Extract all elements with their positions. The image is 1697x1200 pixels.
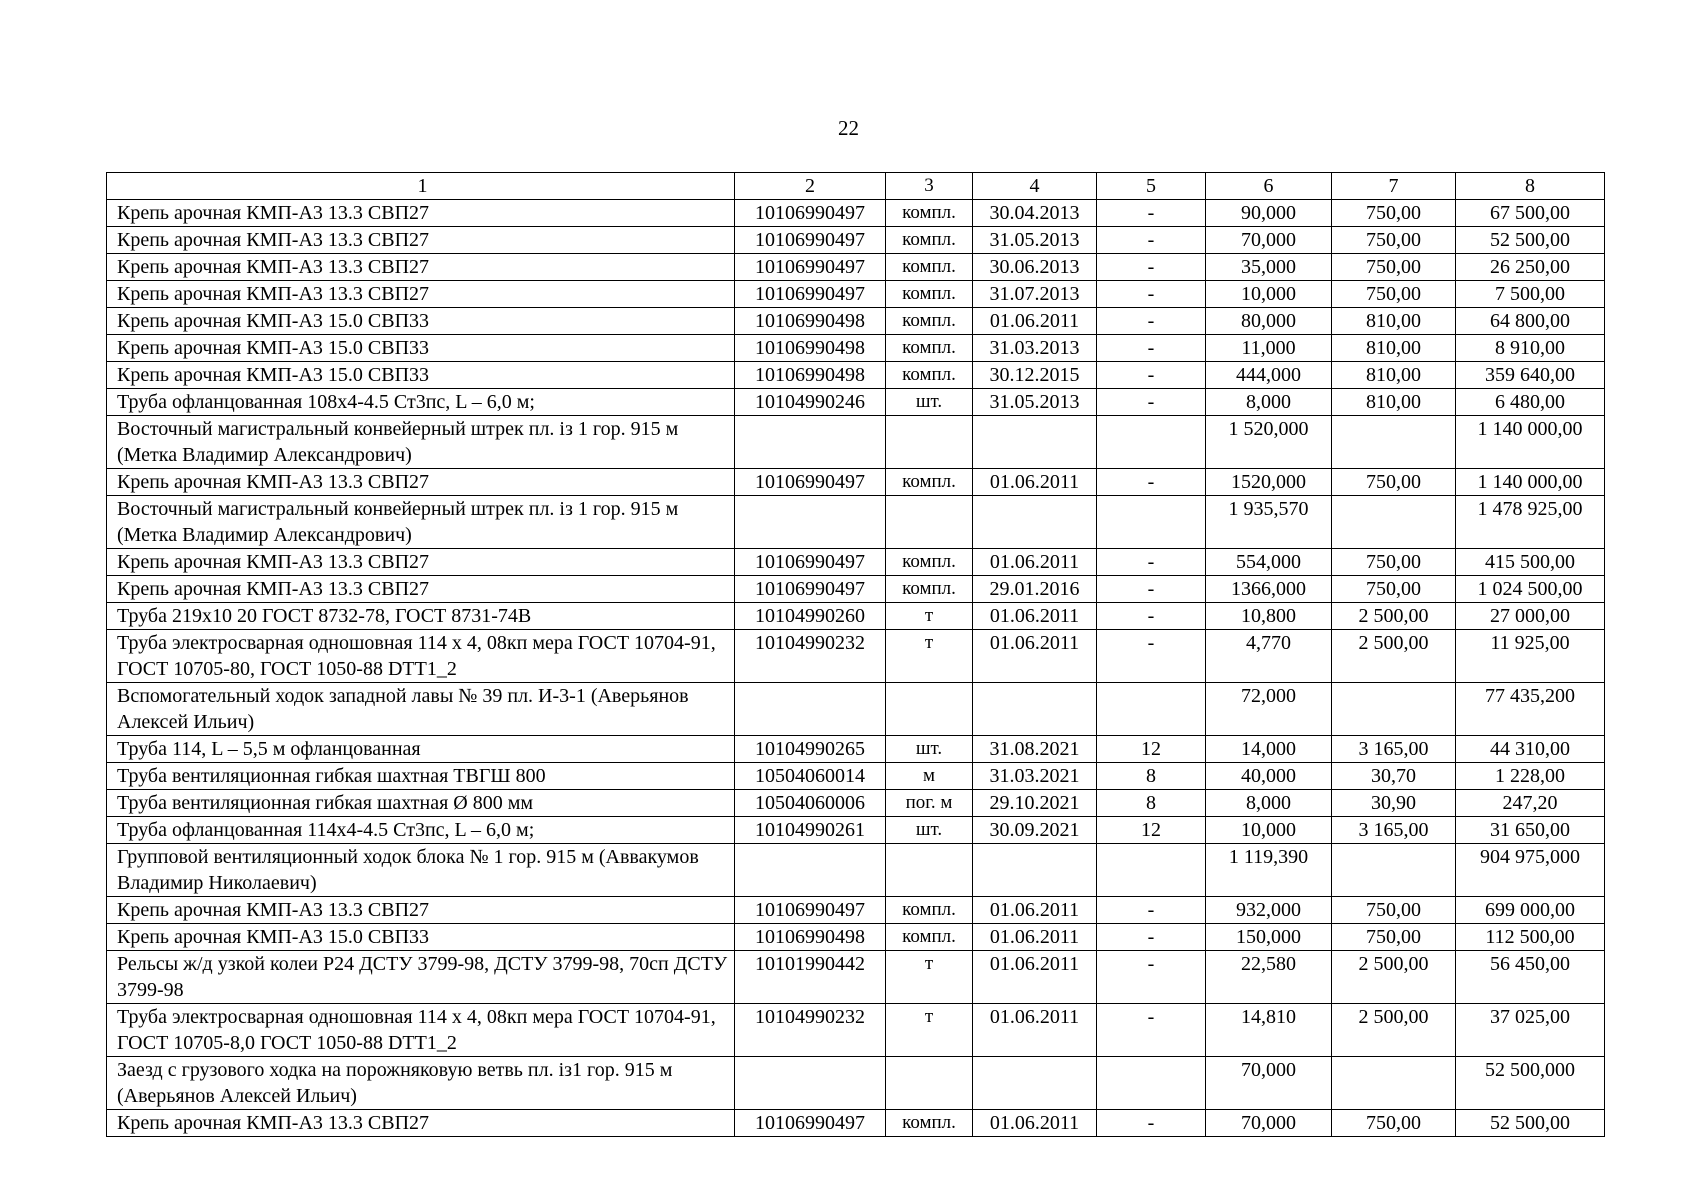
item-code-cell: 10104990232: [735, 630, 886, 683]
quantity-cell: 150,000: [1206, 924, 1332, 951]
term-cell: [1097, 416, 1206, 469]
item-name-cell: Труба электросварная одношовная 114 х 4, 08кп мера ГОСТ 10704-91, ГОСТ 10705-80, ГОСТ 1050-88 DTT1_2: [107, 630, 735, 683]
quantity-cell: 10,000: [1206, 281, 1332, 308]
quantity-cell: 1520,000: [1206, 469, 1332, 496]
unit-cell: компл.: [886, 576, 973, 603]
quantity-cell: 14,810: [1206, 1004, 1332, 1057]
unit-cell: т: [886, 951, 973, 1004]
item-name-cell: Заезд с грузового ходка на порожняковую ветвь пл. із1 гор. 915 м (Аверьянов Алексей Ильич): [107, 1057, 735, 1110]
date-cell: 29.10.2021: [973, 790, 1097, 817]
unit-cell: компл.: [886, 1110, 973, 1137]
date-cell: [973, 683, 1097, 736]
unit-cell: т: [886, 630, 973, 683]
price-cell: [1332, 844, 1456, 897]
amount-cell: 112 500,00: [1456, 924, 1605, 951]
price-cell: 30,70: [1332, 763, 1456, 790]
unit-cell: компл.: [886, 897, 973, 924]
date-cell: 31.03.2013: [973, 335, 1097, 362]
date-cell: [973, 844, 1097, 897]
date-cell: 01.06.2011: [973, 603, 1097, 630]
date-cell: 01.06.2011: [973, 308, 1097, 335]
term-cell: 12: [1097, 736, 1206, 763]
quantity-cell: 1366,000: [1206, 576, 1332, 603]
item-code-cell: 10106990498: [735, 362, 886, 389]
item-name-cell: Крепь арочная КМП-А3 13.3 СВП27: [107, 227, 735, 254]
table-row: [107, 1004, 1605, 1057]
date-cell: 30.06.2013: [973, 254, 1097, 281]
amount-cell: 77 435,200: [1456, 683, 1605, 736]
term-cell: [1097, 1057, 1206, 1110]
date-cell: 31.03.2021: [973, 763, 1097, 790]
item-name-cell: Восточный магистральный конвейерный штрек пл. із 1 гор. 915 м (Метка Владимир Александрович): [107, 416, 735, 469]
term-cell: -: [1097, 308, 1206, 335]
item-code-cell: 10106990498: [735, 924, 886, 951]
quantity-cell: 40,000: [1206, 763, 1332, 790]
amount-cell: 26 250,00: [1456, 254, 1605, 281]
date-cell: 01.06.2011: [973, 1004, 1097, 1057]
item-name-cell: Вспомогательный ходок западной лавы № 39 пл. И-3-1 (Аверьянов Алексей Ильич): [107, 683, 735, 736]
price-cell: 750,00: [1332, 227, 1456, 254]
price-cell: 810,00: [1332, 362, 1456, 389]
price-cell: 30,90: [1332, 790, 1456, 817]
amount-cell: 1 478 925,00: [1456, 496, 1605, 549]
term-cell: 8: [1097, 790, 1206, 817]
term-cell: -: [1097, 1110, 1206, 1137]
header-cell-5: 5: [1097, 173, 1206, 200]
item-code-cell: 10104990261: [735, 817, 886, 844]
amount-cell: 67 500,00: [1456, 200, 1605, 227]
table-row: [107, 308, 1605, 335]
item-code-cell: 10504060006: [735, 790, 886, 817]
item-code-cell: 10106990497: [735, 254, 886, 281]
unit-cell: шт.: [886, 817, 973, 844]
price-cell: 750,00: [1332, 1110, 1456, 1137]
amount-cell: 247,20: [1456, 790, 1605, 817]
header-cell-6: 6: [1206, 173, 1332, 200]
quantity-cell: 1 119,390: [1206, 844, 1332, 897]
unit-cell: [886, 496, 973, 549]
item-name-cell: Крепь арочная КМП-А3 13.3 СВП27: [107, 200, 735, 227]
amount-cell: 44 310,00: [1456, 736, 1605, 763]
quantity-cell: 10,000: [1206, 817, 1332, 844]
unit-cell: компл.: [886, 200, 973, 227]
quantity-cell: 14,000: [1206, 736, 1332, 763]
item-code-cell: 10104990232: [735, 1004, 886, 1057]
table-row: [107, 817, 1605, 844]
unit-cell: компл.: [886, 308, 973, 335]
price-cell: 2 500,00: [1332, 1004, 1456, 1057]
amount-cell: 904 975,000: [1456, 844, 1605, 897]
price-cell: 2 500,00: [1332, 603, 1456, 630]
item-name-cell: Крепь арочная КМП-А3 15.0 СВП33: [107, 308, 735, 335]
date-cell: [973, 1057, 1097, 1110]
quantity-cell: 35,000: [1206, 254, 1332, 281]
amount-cell: 359 640,00: [1456, 362, 1605, 389]
table-row: [107, 362, 1605, 389]
unit-cell: компл.: [886, 469, 973, 496]
term-cell: 8: [1097, 763, 1206, 790]
date-cell: 01.06.2011: [973, 630, 1097, 683]
date-cell: 29.01.2016: [973, 576, 1097, 603]
table-row: [107, 683, 1605, 736]
header-cell-8: 8: [1456, 173, 1605, 200]
amount-cell: 699 000,00: [1456, 897, 1605, 924]
term-cell: -: [1097, 389, 1206, 416]
term-cell: -: [1097, 630, 1206, 683]
quantity-cell: 70,000: [1206, 1057, 1332, 1110]
quantity-cell: 8,000: [1206, 389, 1332, 416]
term-cell: [1097, 496, 1206, 549]
quantity-cell: 4,770: [1206, 630, 1332, 683]
table-row: [107, 254, 1605, 281]
quantity-cell: 70,000: [1206, 227, 1332, 254]
item-code-cell: 10106990498: [735, 308, 886, 335]
quantity-cell: 72,000: [1206, 683, 1332, 736]
price-cell: [1332, 1057, 1456, 1110]
table-row: [107, 951, 1605, 1004]
quantity-cell: 70,000: [1206, 1110, 1332, 1137]
amount-cell: 6 480,00: [1456, 389, 1605, 416]
date-cell: 01.06.2011: [973, 924, 1097, 951]
term-cell: -: [1097, 897, 1206, 924]
date-cell: 01.06.2011: [973, 951, 1097, 1004]
amount-cell: 8 910,00: [1456, 335, 1605, 362]
term-cell: -: [1097, 281, 1206, 308]
item-code-cell: 10106990497: [735, 469, 886, 496]
unit-cell: [886, 416, 973, 469]
unit-cell: компл.: [886, 549, 973, 576]
amount-cell: 31 650,00: [1456, 817, 1605, 844]
header-cell-4: 4: [973, 173, 1097, 200]
amount-cell: 37 025,00: [1456, 1004, 1605, 1057]
item-code-cell: 10106990497: [735, 576, 886, 603]
page-number: 22: [838, 116, 859, 140]
term-cell: -: [1097, 951, 1206, 1004]
header-cell-7: 7: [1332, 173, 1456, 200]
date-cell: 31.05.2013: [973, 227, 1097, 254]
price-cell: 3 165,00: [1332, 817, 1456, 844]
date-cell: 30.09.2021: [973, 817, 1097, 844]
date-cell: 01.06.2011: [973, 1110, 1097, 1137]
amount-cell: 52 500,00: [1456, 227, 1605, 254]
term-cell: -: [1097, 335, 1206, 362]
item-name-cell: Крепь арочная КМП-А3 13.3 СВП27: [107, 576, 735, 603]
amount-cell: 1 140 000,00: [1456, 469, 1605, 496]
amount-cell: 52 500,000: [1456, 1057, 1605, 1110]
table-row: [107, 844, 1605, 897]
price-cell: 750,00: [1332, 200, 1456, 227]
price-cell: 2 500,00: [1332, 630, 1456, 683]
quantity-cell: 554,000: [1206, 549, 1332, 576]
term-cell: -: [1097, 200, 1206, 227]
item-name-cell: Крепь арочная КМП-А3 15.0 СВП33: [107, 362, 735, 389]
table-row: [107, 576, 1605, 603]
table-row: [107, 630, 1605, 683]
item-code-cell: 10106990497: [735, 1110, 886, 1137]
table-row: [107, 1057, 1605, 1110]
table-row: [107, 281, 1605, 308]
price-cell: 750,00: [1332, 281, 1456, 308]
term-cell: -: [1097, 469, 1206, 496]
item-code-cell: 10106990497: [735, 897, 886, 924]
item-code-cell: 10504060014: [735, 763, 886, 790]
table-row: [107, 790, 1605, 817]
quantity-cell: 80,000: [1206, 308, 1332, 335]
item-code-cell: 10104990260: [735, 603, 886, 630]
item-code-cell: 10101990442: [735, 951, 886, 1004]
quantity-cell: 1 520,000: [1206, 416, 1332, 469]
item-name-cell: Труба офланцованная 108х4-4.5 Ст3пс, L – 6,0 м;: [107, 389, 735, 416]
date-cell: 31.07.2013: [973, 281, 1097, 308]
table-row: [107, 736, 1605, 763]
item-name-cell: Труба офланцованная 114х4-4.5 Ст3пс, L – 6,0 м;: [107, 817, 735, 844]
price-cell: 810,00: [1332, 335, 1456, 362]
item-code-cell: [735, 683, 886, 736]
item-name-cell: Крепь арочная КМП-А3 13.3 СВП27: [107, 469, 735, 496]
price-cell: [1332, 683, 1456, 736]
date-cell: 01.06.2011: [973, 469, 1097, 496]
item-name-cell: Крепь арочная КМП-А3 15.0 СВП33: [107, 924, 735, 951]
header-cell-3: 3: [886, 173, 973, 200]
price-cell: 2 500,00: [1332, 951, 1456, 1004]
quantity-cell: 90,000: [1206, 200, 1332, 227]
price-cell: 750,00: [1332, 469, 1456, 496]
term-cell: -: [1097, 924, 1206, 951]
date-cell: 01.06.2011: [973, 897, 1097, 924]
date-cell: 31.08.2021: [973, 736, 1097, 763]
item-name-cell: Труба 114, L – 5,5 м офланцованная: [107, 736, 735, 763]
unit-cell: шт.: [886, 389, 973, 416]
table-row: [107, 763, 1605, 790]
item-code-cell: 10104990265: [735, 736, 886, 763]
item-name-cell: Восточный магистральный конвейерный штрек пл. із 1 гор. 915 м (Метка Владимир Александрович): [107, 496, 735, 549]
item-code-cell: [735, 416, 886, 469]
table-row: [107, 603, 1605, 630]
unit-cell: компл.: [886, 281, 973, 308]
amount-cell: 1 140 000,00: [1456, 416, 1605, 469]
amount-cell: 7 500,00: [1456, 281, 1605, 308]
term-cell: -: [1097, 549, 1206, 576]
quantity-cell: 444,000: [1206, 362, 1332, 389]
quantity-cell: 22,580: [1206, 951, 1332, 1004]
data-table: [106, 172, 1605, 1137]
price-cell: 3 165,00: [1332, 736, 1456, 763]
quantity-cell: 10,800: [1206, 603, 1332, 630]
table-row: [107, 227, 1605, 254]
unit-cell: компл.: [886, 924, 973, 951]
item-name-cell: Крепь арочная КМП-А3 13.3 СВП27: [107, 897, 735, 924]
unit-cell: [886, 1057, 973, 1110]
date-cell: [973, 416, 1097, 469]
item-code-cell: 10106990497: [735, 227, 886, 254]
item-name-cell: Крепь арочная КМП-А3 13.3 СВП27: [107, 549, 735, 576]
term-cell: -: [1097, 362, 1206, 389]
item-code-cell: 10106990497: [735, 549, 886, 576]
item-code-cell: 10106990498: [735, 335, 886, 362]
price-cell: 750,00: [1332, 549, 1456, 576]
price-cell: 750,00: [1332, 576, 1456, 603]
item-name-cell: Крепь арочная КМП-А3 13.3 СВП27: [107, 281, 735, 308]
term-cell: [1097, 683, 1206, 736]
item-name-cell: Крепь арочная КМП-А3 13.3 СВП27: [107, 254, 735, 281]
amount-cell: 56 450,00: [1456, 951, 1605, 1004]
price-cell: 750,00: [1332, 897, 1456, 924]
table-body: [107, 173, 1605, 1137]
item-name-cell: Крепь арочная КМП-А3 15.0 СВП33: [107, 335, 735, 362]
amount-cell: 11 925,00: [1456, 630, 1605, 683]
item-name-cell: Труба 219х10 20 ГОСТ 8732-78, ГОСТ 8731-74В: [107, 603, 735, 630]
amount-cell: 1 228,00: [1456, 763, 1605, 790]
term-cell: [1097, 844, 1206, 897]
amount-cell: 1 024 500,00: [1456, 576, 1605, 603]
item-code-cell: [735, 496, 886, 549]
price-cell: 810,00: [1332, 389, 1456, 416]
quantity-cell: 1 935,570: [1206, 496, 1332, 549]
table-row: [107, 335, 1605, 362]
amount-cell: 27 000,00: [1456, 603, 1605, 630]
item-code-cell: 10106990497: [735, 281, 886, 308]
item-code-cell: [735, 844, 886, 897]
header-cell-1: 1: [107, 173, 735, 200]
unit-cell: м: [886, 763, 973, 790]
item-name-cell: Труба вентиляционная гибкая шахтная Ø 800 мм: [107, 790, 735, 817]
term-cell: -: [1097, 603, 1206, 630]
item-name-cell: Крепь арочная КМП-А3 13.3 СВП27: [107, 1110, 735, 1137]
term-cell: -: [1097, 227, 1206, 254]
date-cell: 30.12.2015: [973, 362, 1097, 389]
table-row: [107, 389, 1605, 416]
term-cell: -: [1097, 576, 1206, 603]
table-row: [107, 496, 1605, 549]
date-cell: 01.06.2011: [973, 549, 1097, 576]
amount-cell: 64 800,00: [1456, 308, 1605, 335]
header-cell-2: 2: [735, 173, 886, 200]
item-name-cell: Групповой вентиляционный ходок блока № 1 гор. 915 м (Аввакумов Владимир Николаевич): [107, 844, 735, 897]
unit-cell: [886, 683, 973, 736]
table-row: [107, 924, 1605, 951]
table-row: [107, 469, 1605, 496]
table-row: [107, 200, 1605, 227]
item-name-cell: Рельсы ж/д узкой колеи Р24 ДСТУ 3799-98, ДСТУ 3799-98, 70сп ДСТУ 3799-98: [107, 951, 735, 1004]
price-cell: 750,00: [1332, 254, 1456, 281]
unit-cell: компл.: [886, 362, 973, 389]
term-cell: 12: [1097, 817, 1206, 844]
price-cell: [1332, 496, 1456, 549]
quantity-cell: 8,000: [1206, 790, 1332, 817]
term-cell: -: [1097, 254, 1206, 281]
item-code-cell: 10104990246: [735, 389, 886, 416]
unit-cell: компл.: [886, 254, 973, 281]
unit-cell: т: [886, 1004, 973, 1057]
table-row: [107, 1110, 1605, 1137]
table-row: [107, 549, 1605, 576]
item-code-cell: 10106990497: [735, 200, 886, 227]
price-cell: 810,00: [1332, 308, 1456, 335]
amount-cell: 52 500,00: [1456, 1110, 1605, 1137]
amount-cell: 415 500,00: [1456, 549, 1605, 576]
item-code-cell: [735, 1057, 886, 1110]
item-name-cell: Труба электросварная одношовная 114 х 4, 08кп мера ГОСТ 10704-91, ГОСТ 10705-8,0 ГОСТ 1050-88 DTT1_2: [107, 1004, 735, 1057]
unit-cell: шт.: [886, 736, 973, 763]
price-cell: 750,00: [1332, 924, 1456, 951]
item-name-cell: Труба вентиляционная гибкая шахтная ТВГШ 800: [107, 763, 735, 790]
date-cell: 30.04.2013: [973, 200, 1097, 227]
unit-cell: компл.: [886, 335, 973, 362]
date-cell: [973, 496, 1097, 549]
term-cell: -: [1097, 1004, 1206, 1057]
table-row: [107, 416, 1605, 469]
table-header-row: [107, 173, 1605, 200]
table-row: [107, 897, 1605, 924]
unit-cell: [886, 844, 973, 897]
price-cell: [1332, 416, 1456, 469]
quantity-cell: 11,000: [1206, 335, 1332, 362]
date-cell: 31.05.2013: [973, 389, 1097, 416]
quantity-cell: 932,000: [1206, 897, 1332, 924]
unit-cell: пог. м: [886, 790, 973, 817]
unit-cell: т: [886, 603, 973, 630]
unit-cell: компл.: [886, 227, 973, 254]
